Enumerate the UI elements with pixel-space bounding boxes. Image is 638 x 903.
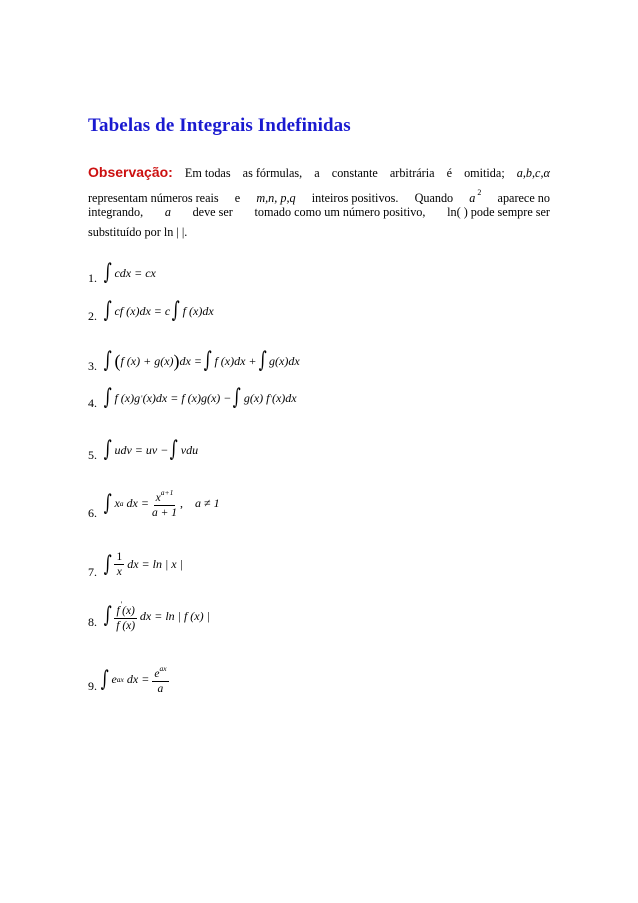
fraction (152, 488, 177, 519)
formula-exponent: a+1 (160, 488, 174, 497)
formula-text: e (154, 668, 160, 680)
formula-text: cdx = cx (114, 265, 156, 280)
obs-text: e (234, 191, 241, 205)
obs-word: as fórmulas, (242, 166, 303, 180)
formula-condition: a ≠ 1 (195, 496, 220, 510)
formula-text: udv = uv − (114, 442, 169, 457)
fraction-denominator: a (157, 683, 164, 695)
observation-label: Observação: (88, 164, 173, 180)
page-title: Tabelas de Integrais Indefinidas (88, 115, 351, 136)
fraction (114, 600, 136, 632)
formula-expression (102, 439, 198, 461)
formula-number: 4. (88, 396, 97, 410)
formula-number: 3. (88, 359, 97, 373)
integral-sign: ∫ (103, 437, 112, 462)
integral-sign: ∫ (203, 348, 212, 373)
formula-text: dx = (126, 672, 150, 686)
obs-text: aparece no (497, 191, 550, 205)
formula-number: 1. (88, 271, 97, 285)
integral-sign: ∫ (103, 260, 112, 285)
formula-text: f (x)dx + (214, 353, 257, 368)
prime-mark: ' (141, 393, 143, 403)
obs-math: a (164, 205, 171, 219)
fraction-numerator (152, 664, 168, 682)
formula-text: f (x) + g(x) (120, 353, 174, 368)
obs-text: deve ser (192, 205, 233, 219)
prime-mark: ' (270, 393, 272, 403)
formula-text: e (111, 672, 117, 686)
obs-math: a (469, 191, 476, 205)
integral-sign: ∫ (100, 666, 109, 692)
formula-number: 7. (88, 565, 97, 579)
fraction-numerator (154, 488, 176, 506)
formula-number: 8. (88, 615, 97, 629)
formula-text: vdu (180, 442, 199, 457)
fraction-denominator: x (116, 566, 122, 578)
obs-math: m,n, p,q (256, 191, 296, 205)
formula-text: dx = ln | f (x) | (139, 608, 210, 623)
integral-sign: ∫ (103, 551, 112, 577)
integral-sign: ∫ (170, 437, 179, 462)
obs-text: Quando (414, 191, 454, 205)
formula-text: (x)dx (271, 390, 297, 405)
fraction-denominator: f (x) (116, 620, 136, 632)
formula-text: (x) (122, 605, 135, 617)
formula-text: x (114, 496, 120, 510)
formula-expression (102, 262, 156, 284)
obs-word: Em todas (184, 166, 231, 180)
obs-text: substituído por ln | |. (88, 225, 188, 239)
formula-exponent: ax (116, 675, 124, 684)
formula-text: f (x)g (114, 390, 141, 405)
observation-line-4 (88, 226, 550, 244)
formula-text: g(x)dx (269, 353, 300, 368)
obs-word: a (314, 166, 320, 180)
obs-word: constante (331, 166, 378, 180)
formula-expression (102, 600, 210, 632)
formula-text: , (180, 496, 183, 510)
formula-text: dx = (179, 353, 202, 368)
obs-word: omitida; (464, 166, 505, 180)
formula-text: dx = ln | x | (127, 557, 183, 571)
integral-sign: ∫ (103, 603, 112, 628)
obs-text: integrando, (88, 205, 144, 219)
fraction (152, 664, 168, 695)
paren-close: ) (173, 351, 180, 371)
formula-exponent: ax (159, 664, 167, 673)
paren-open: ( (114, 351, 121, 371)
fraction (114, 551, 124, 578)
formula-number: 5. (88, 448, 97, 462)
formula-text: (x)dx = f (x)g(x) − (142, 390, 232, 405)
formula-text: dx = (126, 496, 149, 510)
formula-text: f (x)dx (182, 303, 214, 318)
formula-number: 6. (88, 506, 97, 520)
formula-expression (102, 387, 297, 409)
observation-line-2 (88, 186, 550, 204)
formula-text: cf (x)dx = c (114, 303, 171, 318)
integral-sign: ∫ (171, 298, 180, 323)
obs-text: representam números reais (88, 191, 219, 205)
formula-text: f (116, 605, 120, 617)
formula-expression (102, 488, 220, 519)
obs-math: a,b,c,α (516, 166, 550, 180)
integral-sign: ∫ (103, 490, 112, 516)
obs-text: inteiros positivos. (311, 191, 399, 205)
integral-sign: ∫ (103, 348, 112, 373)
formula-text: g(x) f (243, 390, 270, 405)
obs-text: tomado como um número positivo, (254, 205, 426, 219)
observation-line-3 (88, 206, 550, 224)
fraction-numerator (114, 600, 136, 619)
integral-sign: ∫ (103, 385, 112, 410)
obs-math-a2 (469, 186, 481, 205)
integral-sign: ∫ (258, 348, 267, 373)
prime-mark: ' (120, 600, 123, 609)
formula-expression (102, 350, 300, 372)
fraction-numerator: 1 (116, 551, 123, 563)
formula-exponent: a (119, 499, 124, 508)
observation-line-1 (88, 166, 550, 184)
integral-sign: ∫ (103, 298, 112, 323)
formula-expression (102, 551, 183, 578)
obs-text: ln( ) pode sempre ser (447, 205, 550, 219)
fraction-denominator: a + 1 (151, 507, 177, 519)
formula-number: 2. (88, 309, 97, 323)
formula-text: x (155, 492, 161, 504)
formula-number: 9. (88, 679, 97, 693)
integral-sign: ∫ (233, 385, 242, 410)
obs-word: arbitrária (389, 166, 435, 180)
formula-expression (99, 664, 172, 695)
obs-exponent: 2 (477, 188, 482, 197)
formula-expression (102, 300, 214, 322)
obs-word: é (446, 166, 453, 180)
